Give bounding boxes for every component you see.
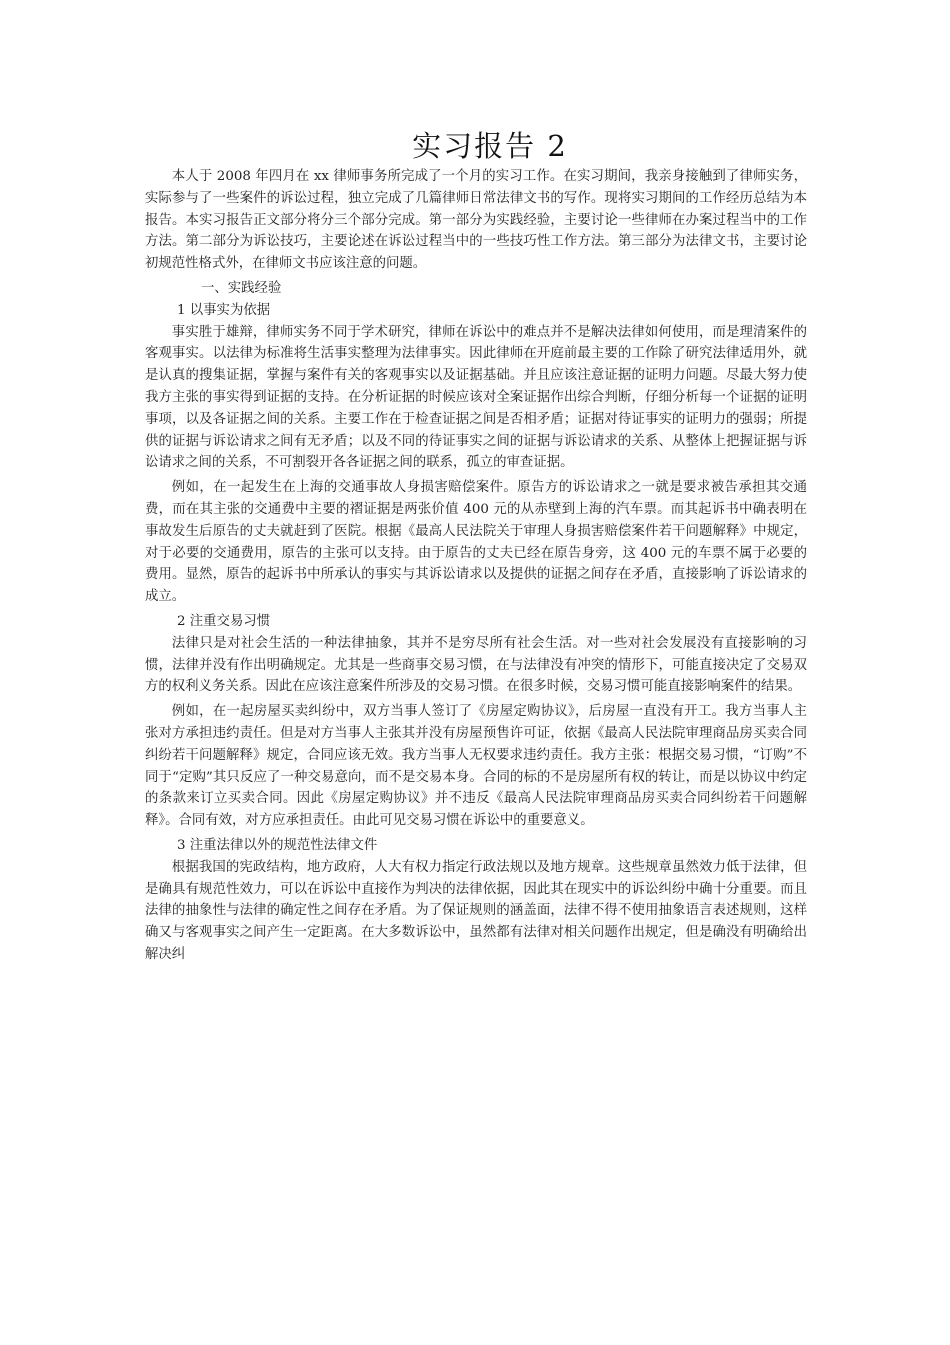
body-paragraph: 事实胜于雄辩，律师实务不同于学术研究，律师在诉讼中的难点并不是解决法律如何使用，而是理清案件的客观事实。以法律为标准将生活事实整理为法律事实。因此律师在开庭前最主要的工作除了研究法律适用外，就是认真的搜集证据，掌握与案件有关的客观事实以及证据基础。并且应该注意证据的证明力问题。尽最大努力使我方主张的事实得到证据的支持。在分析证据的时候应该对全案证据作出综合判断，仔细分析每一个证据的证明事项，以及各证据之间的关系。主要工作在于检查证据之间是否相矛盾；证据对待证事实的证明力的强弱；所提供的证据与诉讼请求之间有无矛盾；以及不同的待证事实之间的证据与诉讼请求的关系、从整体上把握证据与诉讼请求之间的关系，不可割裂开各各证据之间的联系，孤立的审查证据。 [145, 324, 807, 471]
document-title: 实习报告 2 [412, 129, 568, 163]
subsection-heading: 2 注重交易习惯 [177, 613, 271, 629]
subsection-heading: 1 以事实为依据 [177, 302, 271, 318]
document-body [145, 166, 807, 966]
body-paragraph: 例如，在一起发生在上海的交通事故人身损害赔偿案件。原告方的诉讼请求之一就是要求被告承担其交通费，而在其主张的交通费中主要的褶证据是两张价值 400 元的从赤壁到上海的汽车票。而其起诉书中确表明在事故发生后原告的丈夫就赶到了医院。根据《最高人民法院关于审理人身损害赔偿案件若干问题解释》中规定，对于必要的交通费用，原告的主张可以支持。由于原告的丈夫已经在原告身旁，这 400 元的车票不属于必要的费用。显然，原告的起诉书中所承认的事实与其诉讼请求以及提供的证据之间存在矛盾，直接影响了诉讼请求的成立。 [145, 480, 807, 605]
body-paragraph: 法律只是对社会生活的一种法律抽象，其并不是穷尽所有社会生活。对一些对社会发展没有直接影响的习惯，法律并没有作出明确规定。尤其是一些商事交易习惯，在与法律没有冲突的情形下，可能直接决定了交易双方的权利义务关系。因此在应该注意案件所涉及的交易习惯。在很多时候，交易习惯可能直接影响案件的结果。 [145, 635, 807, 695]
body-paragraph: 例如，在一起房屋买卖纠纷中，双方当事人签订了《房屋定购协议》，后房屋一直没有开工。我方当事人主张对方承担违约责任。但是对方当事人主张其并没有房屋预售许可证，依据《最高人民法院审理商品房买卖合同纠纷若干问题解释》规定，合同应该无效。我方当事人无权要求违约责任。我方主张：根据交易习惯，“订购”不同于“定购”其只反应了一种交易意向，而不是交易本身。合同的标的不是房屋所有权的转让，而是以协议中约定的条款来订立买卖合同。因此《房屋定购协议》并不违反《最高人民法院审理商品房买卖合同纠纷若干问题解释》。合同有效，对方应承担责任。由此可见交易习惯在诉讼中的重要意义。 [145, 704, 807, 829]
subsection-heading: 3 注重法律以外的规范性法律文件 [177, 837, 378, 853]
intro-paragraph: 本人于 2008 年四月在 xx 律师事务所完成了一个月的实习工作。在实习期间，我亲身接触到了律师实务，实际参与了一些案件的诉讼过程，独立完成了几篇律师日常法律文书的写作。现将实习期间的工作经历总结为本报告。本实习报告正文部分将分三个部分完成。第一部分为实践经验，主要讨论一些律师在办案过程当中的工作方法。第二部分为诉讼技巧，主要论述在诉讼过程当中的一些技巧性工作方法。第三部分为法律文书，主要讨论初规范性格式外，在律师文书应该注意的问题。 [145, 169, 807, 272]
body-paragraph: 根据我国的宪政结构，地方政府，人大有权力指定行政法规以及地方规章。这些规章虽然效力低于法律，但是确具有规范性效力，可以在诉讼中直接作为判决的法律依据，因此其在现实中的诉讼纠纷中确十分重要。而且法律的抽象性与法律的确定性之间存在矛盾。为了保证规则的涵盖面，法律不得不使用抽象语言表述规则，这样确又与客观事实之间产生一定距离。在大多数诉讼中，虽然都有法律对相关问题作出规定，但是确没有明确给出解决纠 [145, 859, 807, 962]
section-heading: 一、实践经验 [201, 280, 282, 296]
